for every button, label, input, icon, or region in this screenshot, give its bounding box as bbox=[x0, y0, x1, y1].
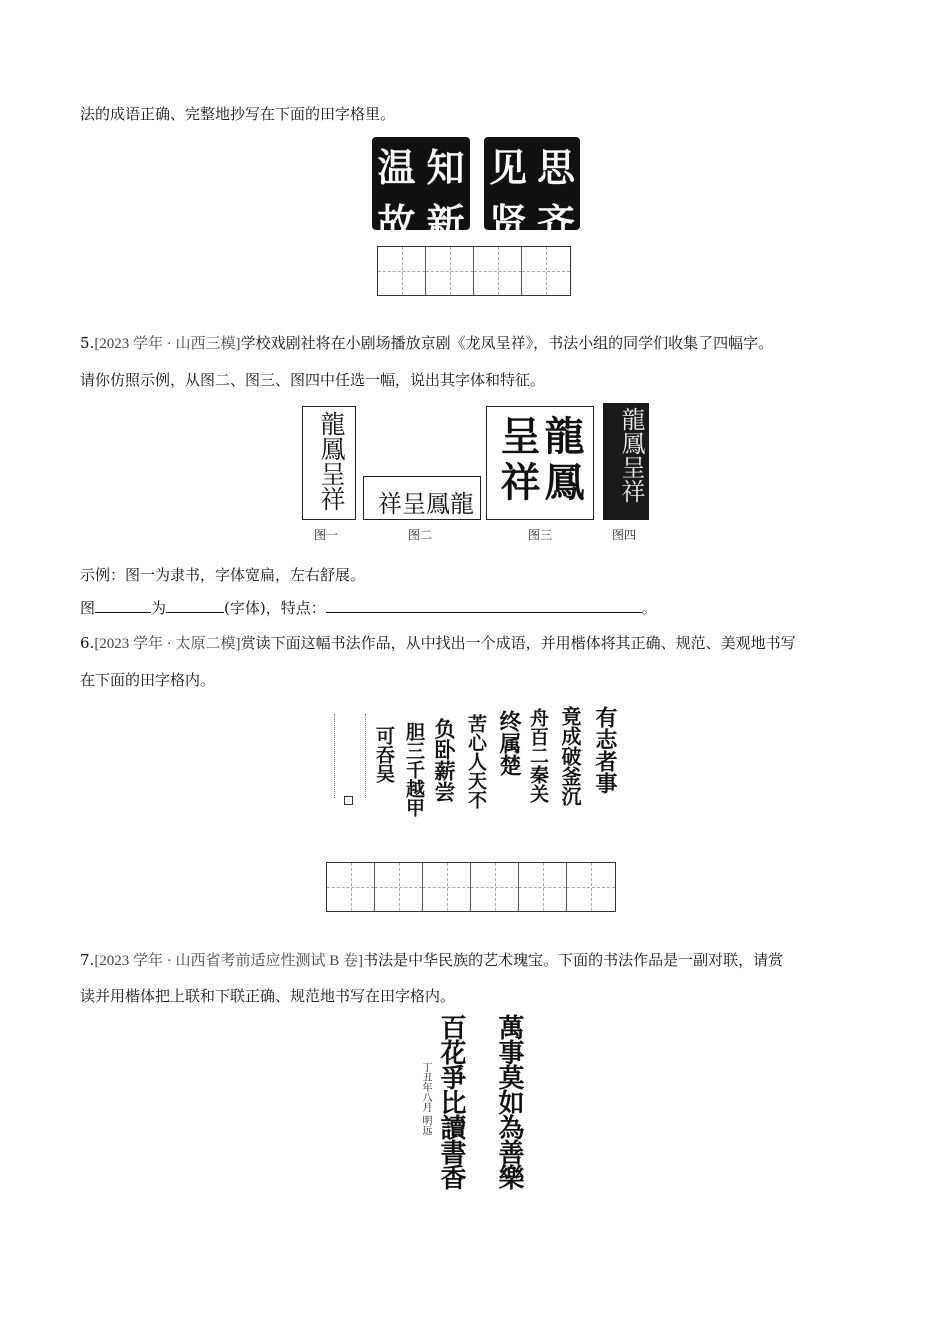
q4-instruction-tail: 法的成语正确、完整地抄写在下面的田字格里。 bbox=[80, 105, 396, 123]
calligraphy-column: 终属楚 bbox=[496, 710, 522, 776]
q7-line2: 读并用楷体把上联和下联正确、规范地书写在田字格内。 bbox=[80, 987, 456, 1005]
q4-writing-grid[interactable] bbox=[377, 246, 571, 296]
q6-line2: 在下面的田字格内。 bbox=[80, 671, 216, 689]
font-type-blank[interactable] bbox=[166, 598, 224, 613]
fill-prefix: 图 bbox=[80, 599, 96, 617]
feature-blank[interactable] bbox=[326, 598, 642, 613]
grid-cell[interactable] bbox=[375, 863, 423, 911]
q5-source: [2023 学年 · 山西三模] bbox=[94, 336, 241, 352]
grid-cell[interactable] bbox=[567, 863, 615, 911]
grid-cell[interactable] bbox=[378, 247, 426, 295]
figure-1-artwork bbox=[302, 406, 356, 520]
calligraphy-column: 苦心人天不 bbox=[465, 714, 487, 809]
grid-cell[interactable] bbox=[426, 247, 474, 295]
seal-char: 思 bbox=[536, 145, 575, 190]
figure-3-caption: 图三 bbox=[528, 528, 553, 542]
seal-char: 知 bbox=[426, 145, 465, 190]
seal-mark bbox=[344, 796, 353, 805]
calligraphy-column: 舟百二秦关 bbox=[527, 708, 549, 803]
figure-4-artwork bbox=[603, 403, 649, 520]
grid-cell[interactable] bbox=[423, 863, 471, 911]
figure-1-caption: 图一 bbox=[314, 528, 339, 542]
q7-couplet-artwork bbox=[416, 1014, 536, 1214]
couplet-upper: 萬事莫如為善樂 bbox=[494, 1014, 524, 1189]
grid-cell[interactable] bbox=[471, 863, 519, 911]
inscription-mark bbox=[334, 714, 366, 798]
q5-line1 bbox=[80, 333, 773, 354]
figure-3-text: 龍鳳呈祥 bbox=[494, 415, 585, 507]
q5-text: 学校戏剧社将在小剧场播放京剧《龙凤呈祥》，书法小组的同学们收集了四幅字。 bbox=[240, 334, 774, 352]
q5-fill-line bbox=[80, 598, 657, 618]
couplet-inscription: 丁丑年八月 明远 bbox=[420, 1062, 431, 1136]
q6-line1 bbox=[80, 633, 796, 654]
grid-cell[interactable] bbox=[327, 863, 375, 911]
grid-cell[interactable] bbox=[474, 247, 522, 295]
grid-cell[interactable] bbox=[519, 863, 567, 911]
calligraphy-column: 负卧薪尝 bbox=[432, 718, 457, 802]
calligraphy-column: 竟成破釜沉 bbox=[558, 706, 582, 806]
q7-number: 7. bbox=[80, 951, 95, 969]
fill-mid: 为 bbox=[151, 599, 167, 617]
figure-number-blank[interactable] bbox=[95, 598, 151, 613]
seal-char: 温 bbox=[377, 145, 416, 190]
q6-calligraphy-artwork bbox=[330, 700, 620, 830]
fill-mid2: (字体)，特点： bbox=[224, 599, 326, 617]
q6-text: 赏读下面这幅书法作品，从中找出一个成语，并用楷体将其正确、规范、美观地书写 bbox=[240, 634, 796, 652]
q6-number: 6. bbox=[80, 634, 95, 652]
figure-1-text: 龍鳳呈祥 bbox=[317, 411, 346, 511]
q7-text: 书法是中华民族的艺术瑰宝。下面的书法作品是一副对联，请赏 bbox=[363, 951, 784, 969]
seal-char: 见 bbox=[488, 145, 527, 190]
figure-2-text: 龍鳳呈祥 bbox=[378, 490, 474, 518]
calligraphy-column: 有志者事 bbox=[592, 706, 618, 794]
calligraphy-column: 胆三千越甲 bbox=[403, 722, 425, 817]
figure-4-text: 龍鳳呈祥 bbox=[617, 407, 645, 503]
q6-writing-grid[interactable] bbox=[326, 862, 616, 912]
q6-source: [2023 学年 · 太原二模] bbox=[94, 636, 241, 652]
grid-cell[interactable] bbox=[522, 247, 570, 295]
figure-2-caption: 图二 bbox=[408, 528, 433, 542]
couplet-lower: 百花爭比讀書香 bbox=[436, 1014, 466, 1189]
q5-line2: 请你仿照示例，从图二、图三、图四中任选一幅，说出其字体和特征。 bbox=[80, 371, 546, 389]
q7-source: [2023 学年 · 山西省考前适应性测试 B 卷] bbox=[94, 953, 364, 969]
seal-char: 故 bbox=[377, 200, 416, 245]
q5-number: 5. bbox=[80, 334, 95, 352]
figure-4-caption: 图四 bbox=[612, 528, 637, 542]
seal-char: 新 bbox=[426, 200, 465, 245]
q5-example: 示例：图一为隶书，字体宽扁，左右舒展。 bbox=[80, 566, 366, 584]
fill-end: 。 bbox=[641, 599, 657, 617]
q7-line1 bbox=[80, 950, 783, 971]
seal-char: 齐 bbox=[536, 200, 575, 245]
seal-wengu-zhixin bbox=[372, 137, 470, 245]
figure-3-artwork bbox=[486, 406, 594, 520]
seal-jianxian-siqi bbox=[484, 137, 580, 245]
calligraphy-column: 可吞吴 bbox=[373, 726, 395, 783]
seal-char: 贤 bbox=[488, 200, 527, 245]
figure-2-artwork bbox=[363, 476, 481, 520]
